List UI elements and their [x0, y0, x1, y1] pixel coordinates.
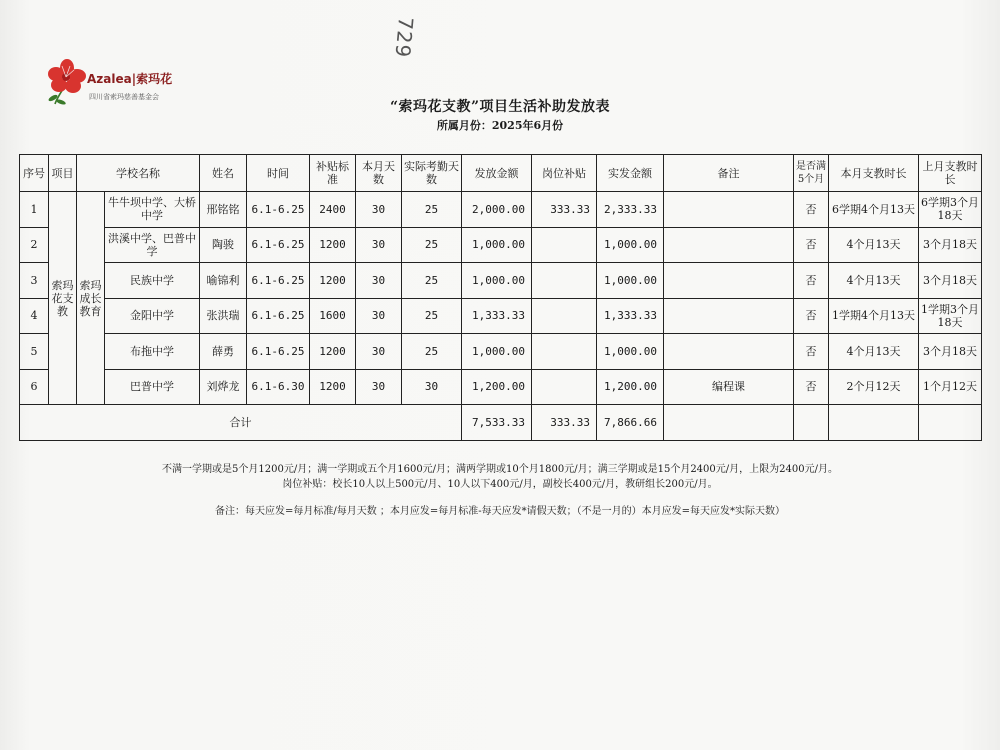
- cell-name: 刘烨龙: [200, 369, 247, 405]
- cell-time: 6.1-6.25: [247, 192, 310, 228]
- cell-remark: [664, 298, 794, 334]
- cell-last-month: 3个月18天: [919, 334, 982, 370]
- cell-paid: 2,333.33: [597, 192, 664, 228]
- cell-paid: 1,000.00: [597, 263, 664, 299]
- cell-month-days: 30: [356, 369, 402, 405]
- cell-post: [532, 334, 597, 370]
- note-post: 岗位补贴：校长10人以上500元/月、10人以下400元/月，副校长400元/月，教研组长200元/月。: [282, 479, 718, 490]
- cell-paid: 1,000.00: [597, 334, 664, 370]
- cell-full5: 否: [794, 192, 829, 228]
- cell-full5: 否: [794, 263, 829, 299]
- header-row: [20, 155, 982, 192]
- cell-month-days: 30: [356, 334, 402, 370]
- cell-this-month: 4个月13天: [829, 334, 919, 370]
- cell-standard: 1200: [310, 334, 356, 370]
- cell-last-month: 1学期3个月18天: [919, 298, 982, 334]
- cell-project-sub: 索玛成长教育: [77, 192, 105, 405]
- total-full5: [794, 405, 829, 441]
- cell-seq: 2: [20, 227, 49, 263]
- table-row: [20, 369, 982, 405]
- cell-issued: 1,000.00: [462, 334, 532, 370]
- header-standard: 补贴标准: [310, 155, 356, 192]
- cell-time: 6.1-6.25: [247, 263, 310, 299]
- cell-post: 333.33: [532, 192, 597, 228]
- note-standard: 不满一学期或是5个月1200元/月；满一学期或五个月1600元/月；满两学期或10个月1800元/月；满三学期或是15个月2400元/月，上限为2400元/月。: [162, 464, 838, 475]
- cell-remark: [664, 227, 794, 263]
- header-month-days: 本月天数: [356, 155, 402, 192]
- cell-paid: 1,200.00: [597, 369, 664, 405]
- cell-this-month: 6学期4个月13天: [829, 192, 919, 228]
- header-school: 学校名称: [77, 155, 200, 192]
- cell-name: 邢铭铭: [200, 192, 247, 228]
- header-paid: 实发金额: [597, 155, 664, 192]
- cell-time: 6.1-6.25: [247, 227, 310, 263]
- cell-last-month: 3个月18天: [919, 227, 982, 263]
- cell-standard: 1200: [310, 369, 356, 405]
- cell-last-month: 1个月12天: [919, 369, 982, 405]
- header-actual-days: 实际考勤天数: [402, 155, 462, 192]
- cell-post: [532, 227, 597, 263]
- total-row: [20, 405, 982, 441]
- table-row: [20, 298, 982, 334]
- header-remark: 备注: [664, 155, 794, 192]
- cell-school: 巴普中学: [105, 369, 200, 405]
- cell-actual-days: 25: [402, 334, 462, 370]
- cell-full5: 否: [794, 369, 829, 405]
- cell-full5: 否: [794, 334, 829, 370]
- cell-actual-days: 25: [402, 227, 462, 263]
- cell-time: 6.1-6.30: [247, 369, 310, 405]
- total-issued: 7,533.33: [462, 405, 532, 441]
- cell-name: 陶骏: [200, 227, 247, 263]
- cell-issued: 2,000.00: [462, 192, 532, 228]
- table-row: [20, 334, 982, 370]
- cell-seq: 6: [20, 369, 49, 405]
- cell-month-days: 30: [356, 192, 402, 228]
- note-formula: 备注：每天应发=每月标准/每月天数 ；本月应发=每月标准-每天应发*请假天数；（不是一月的）本月应发=每天应发*实际天数）: [214, 506, 786, 517]
- cell-paid: 1,333.33: [597, 298, 664, 334]
- header-last-month: 上月支教时长: [919, 155, 982, 192]
- header-name: 姓名: [200, 155, 247, 192]
- cell-standard: 1600: [310, 298, 356, 334]
- header-full5: 是否满5个月: [794, 155, 829, 192]
- cell-name: 喻锦利: [200, 263, 247, 299]
- total-remark: [664, 405, 794, 441]
- header-seq: 序号: [20, 155, 49, 192]
- cell-actual-days: 25: [402, 192, 462, 228]
- handwritten-number: 729: [390, 15, 418, 60]
- header-project: 项目: [49, 155, 77, 192]
- cell-issued: 1,333.33: [462, 298, 532, 334]
- cell-school: 民族中学: [105, 263, 200, 299]
- cell-this-month: 4个月13天: [829, 227, 919, 263]
- logo-name: Azalea|索玛花: [87, 72, 173, 86]
- cell-actual-days: 25: [402, 298, 462, 334]
- cell-issued: 1,200.00: [462, 369, 532, 405]
- logo-subtitle: 四川省索玛慈善基金会: [89, 93, 159, 101]
- total-label: 合计: [20, 405, 462, 441]
- cell-actual-days: 30: [402, 369, 462, 405]
- cell-last-month: 6学期3个月18天: [919, 192, 982, 228]
- cell-seq: 4: [20, 298, 49, 334]
- cell-actual-days: 25: [402, 263, 462, 299]
- cell-month-days: 30: [356, 263, 402, 299]
- header-this-month: 本月支教时长: [829, 155, 919, 192]
- total-last-month: [919, 405, 982, 441]
- table-row: [20, 227, 982, 263]
- cell-standard: 1200: [310, 227, 356, 263]
- cell-seq: 1: [20, 192, 49, 228]
- cell-school: 布拖中学: [105, 334, 200, 370]
- cell-issued: 1,000.00: [462, 263, 532, 299]
- cell-full5: 否: [794, 298, 829, 334]
- document-month: 所属月份：2025年6月份: [436, 119, 564, 132]
- total-paid: 7,866.66: [597, 405, 664, 441]
- cell-month-days: 30: [356, 227, 402, 263]
- cell-post: [532, 263, 597, 299]
- cell-school: 金阳中学: [105, 298, 200, 334]
- cell-project-main: 索玛花支教: [49, 192, 77, 405]
- cell-standard: 1200: [310, 263, 356, 299]
- header-post: 岗位补贴: [532, 155, 597, 192]
- cell-school: 洪溪中学、巴普中学: [105, 227, 200, 263]
- total-post: 333.33: [532, 405, 597, 441]
- cell-name: 薛勇: [200, 334, 247, 370]
- table-row: [20, 192, 982, 228]
- cell-remark: [664, 263, 794, 299]
- cell-seq: 5: [20, 334, 49, 370]
- cell-this-month: 1学期4个月13天: [829, 298, 919, 334]
- header-issued: 发放金额: [462, 155, 532, 192]
- total-this-month: [829, 405, 919, 441]
- cell-remark: [664, 192, 794, 228]
- cell-month-days: 30: [356, 298, 402, 334]
- cell-this-month: 2个月12天: [829, 369, 919, 405]
- cell-name: 张洪瑞: [200, 298, 247, 334]
- document-title: “索玛花支教”项目生活补助发放表: [389, 99, 611, 115]
- cell-post: [532, 369, 597, 405]
- cell-standard: 2400: [310, 192, 356, 228]
- cell-remark: [664, 334, 794, 370]
- cell-paid: 1,000.00: [597, 227, 664, 263]
- subsidy-table: [19, 154, 982, 441]
- cell-school: 牛牛坝中学、大桥中学: [105, 192, 200, 228]
- cell-post: [532, 298, 597, 334]
- cell-time: 6.1-6.25: [247, 298, 310, 334]
- cell-this-month: 4个月13天: [829, 263, 919, 299]
- cell-issued: 1,000.00: [462, 227, 532, 263]
- header-time: 时间: [247, 155, 310, 192]
- cell-remark: 编程课: [664, 369, 794, 405]
- cell-seq: 3: [20, 263, 49, 299]
- cell-full5: 否: [794, 227, 829, 263]
- cell-last-month: 3个月18天: [919, 263, 982, 299]
- cell-time: 6.1-6.25: [247, 334, 310, 370]
- table-row: [20, 263, 982, 299]
